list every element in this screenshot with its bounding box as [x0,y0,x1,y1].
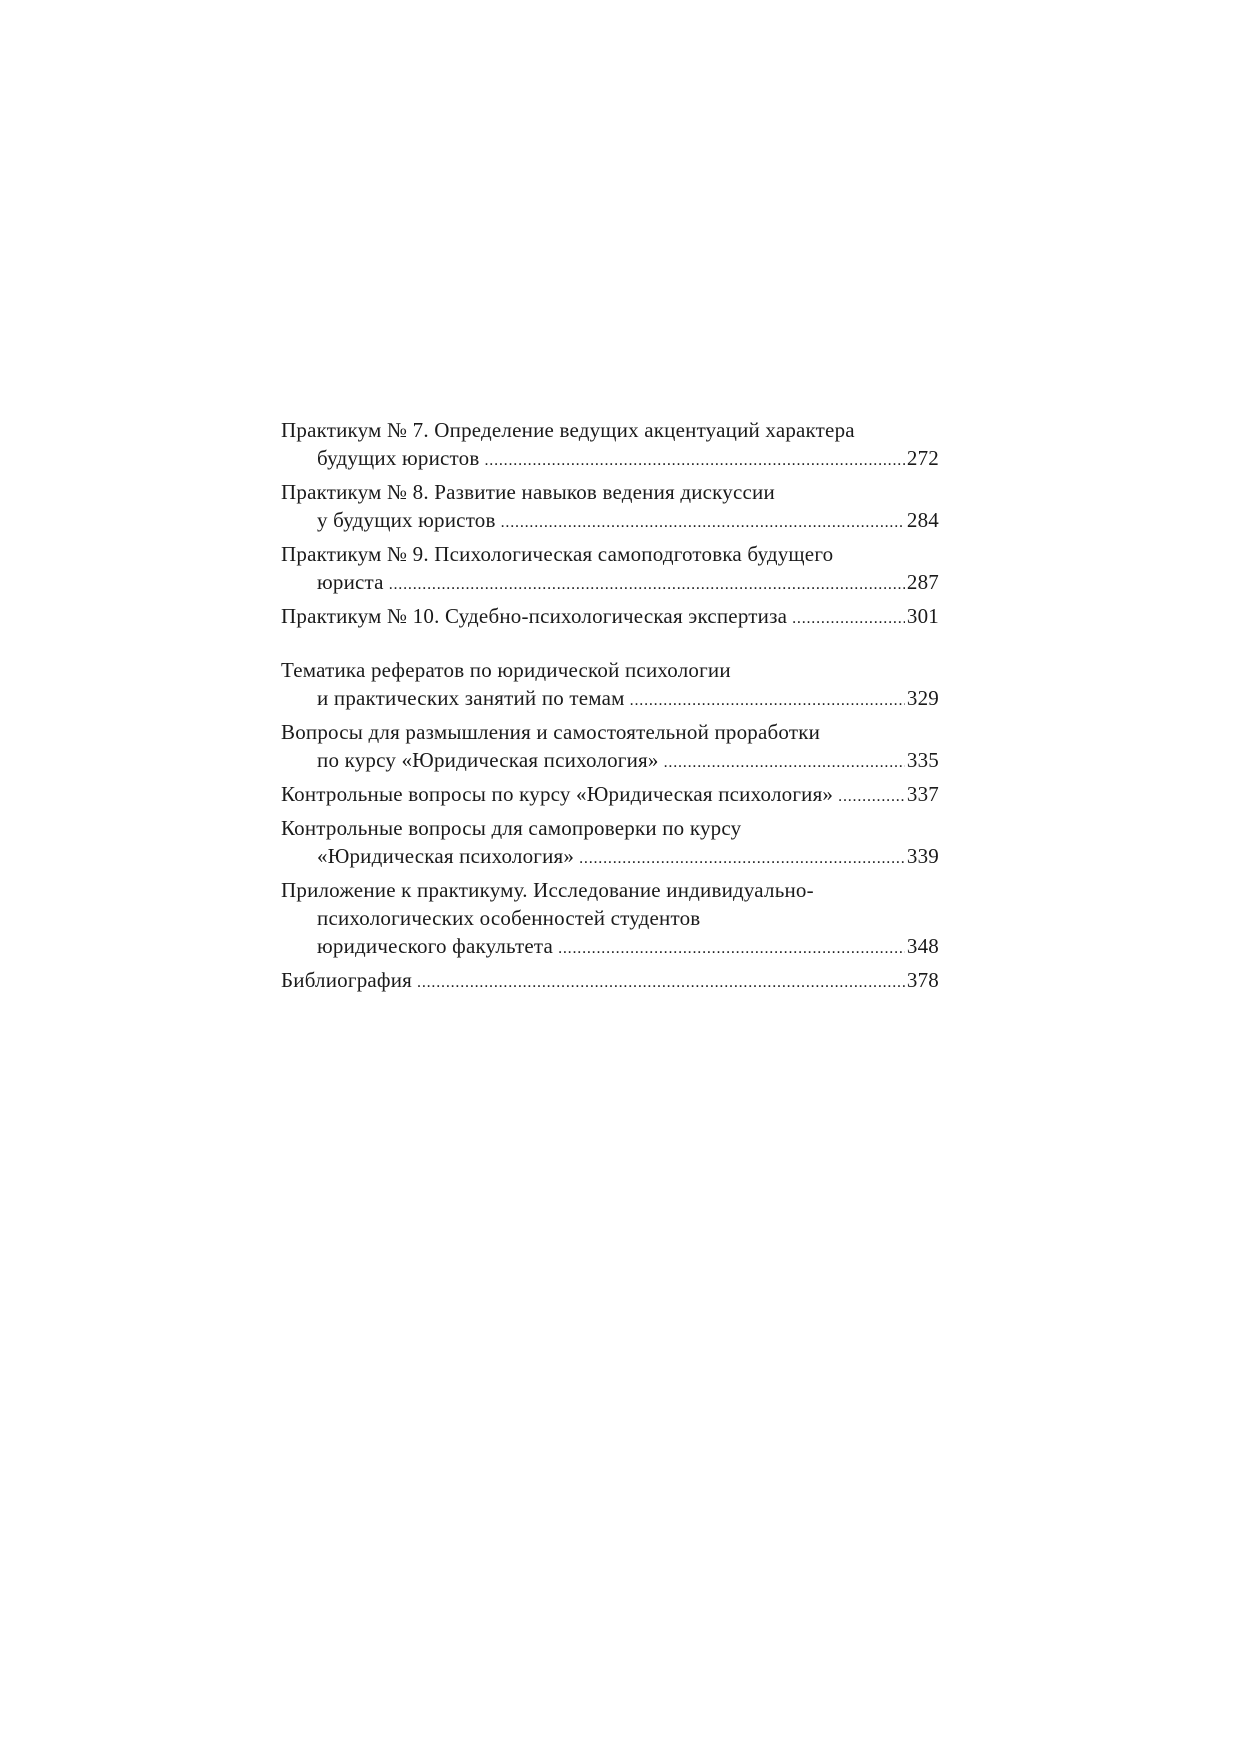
toc-entry-title-end: юриста [317,570,384,594]
toc-entry-page-number: 339 [906,844,939,868]
toc-entry-page-number: 348 [906,934,939,958]
toc-entry-last-line [281,966,939,997]
toc-entry-last-line [281,780,939,811]
toc-entry-last-line [281,746,939,777]
table-of-contents [281,416,939,1000]
toc-entry-appendix[interactable] [281,876,939,963]
dot-leader [792,605,905,633]
toc-entry-last-line [281,602,939,633]
toc-entry-last-line [281,842,939,873]
dot-leader [579,845,905,873]
toc-entry-practicum-10[interactable] [281,602,939,633]
toc-entry-page-number: 337 [906,782,939,806]
toc-entry-practicum-7[interactable] [281,416,939,475]
dot-leader [389,571,905,599]
toc-entry-practicum-8[interactable] [281,478,939,537]
toc-entry-title-end: юридического факультета [317,934,554,958]
dot-leader [630,687,905,715]
toc-entry-page-number: 284 [906,508,939,532]
toc-entry-title: Практикум № 10. Судебно-психологическая экспертиза [281,604,788,628]
toc-entry-last-line [281,506,939,537]
dot-leader [501,509,905,537]
toc-entry-title: Контрольные вопросы по курсу «Юридическая психология» [281,782,834,806]
toc-entry-title-end: «Юридическая психология» [317,844,575,868]
toc-entry-title-line: Вопросы для размышления и самостоятельной проработки [281,720,821,744]
toc-entry-title-end: и практических занятий по темам [317,686,625,710]
dot-leader [838,783,905,811]
dot-leader [417,969,905,997]
toc-entry-reflection-questions[interactable] [281,718,939,777]
toc-entry-title-line: Практикум № 9. Психологическая самоподготовка будущего [281,542,834,566]
toc-entry-page-number: 335 [906,748,939,772]
toc-entry-bibliography[interactable] [281,966,939,997]
toc-entry-title-line: Практикум № 8. Развитие навыков ведения дискуссии [281,480,775,504]
toc-entry-title-line: психологических особенностей студентов [317,906,701,930]
dot-leader [558,935,905,963]
toc-entry-essay-topics[interactable] [281,656,939,715]
toc-entry-page-number: 272 [906,446,939,470]
dot-leader [664,749,905,777]
toc-entry-control-questions[interactable] [281,780,939,811]
toc-entry-last-line [281,932,939,963]
toc-entry-practicum-9[interactable] [281,540,939,599]
toc-entry-page-number: 378 [906,968,939,992]
toc-entry-self-check-questions[interactable] [281,814,939,873]
toc-entry-title-line: Тематика рефератов по юридической психологии [281,658,731,682]
toc-entry-title-line: Контрольные вопросы для самопроверки по курсу [281,816,742,840]
toc-entry-last-line [281,568,939,599]
toc-entry-title-end: будущих юристов [317,446,480,470]
toc-entry-title-line: Практикум № 7. Определение ведущих акцентуаций характера [281,418,855,442]
toc-entry-title-line: Приложение к практикуму. Исследование индивидуально- [281,878,814,902]
toc-entry-last-line [281,444,939,475]
toc-entry-last-line [281,684,939,715]
toc-entry-title-end: у будущих юристов [317,508,496,532]
toc-entry-page-number: 329 [906,686,939,710]
toc-entry-page-number: 301 [906,604,939,628]
toc-entry-title-end: по курсу «Юридическая психология» [317,748,659,772]
toc-entry-title: Библиография [281,968,413,992]
dot-leader [484,447,904,475]
toc-entry-page-number: 287 [906,570,939,594]
